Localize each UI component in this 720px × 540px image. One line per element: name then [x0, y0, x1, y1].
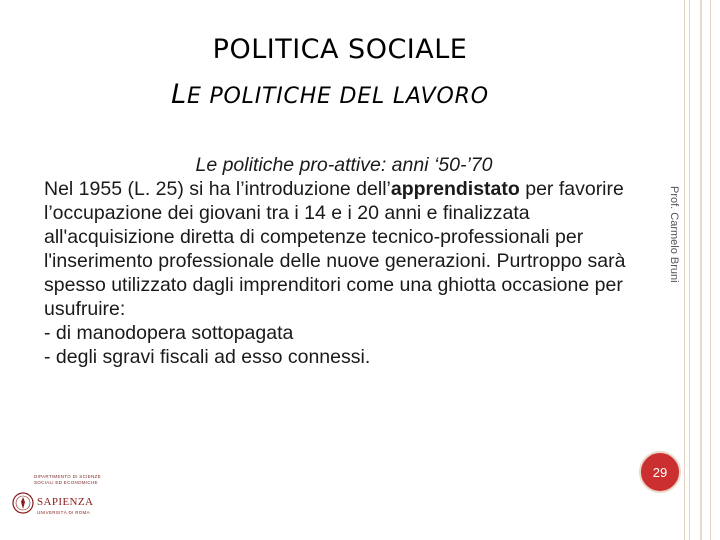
- author-side-label: Prof. Carmelo Bruni: [668, 186, 680, 283]
- slide-subtitle: [60, 79, 600, 110]
- border-stripe: [700, 0, 702, 540]
- border-stripe: [710, 0, 711, 540]
- department-logo-text: DIPARTIMENTO DI SCIENZE SOCIALI ED ECONOMICHE: [34, 474, 101, 485]
- paragraph-bold-term: apprendistato: [390, 178, 520, 200]
- paragraph-start: Nel 1955 (L. 25) si ha l’introduzione dell’: [44, 178, 391, 200]
- subtitle-rest: E POLITICHE DEL LAVORO: [187, 84, 489, 109]
- university-seal-icon: [12, 492, 34, 514]
- slide-title: POLITICA SOCIALE: [212, 34, 468, 65]
- body-paragraph: [44, 177, 644, 321]
- university-name: SAPIENZA: [37, 496, 94, 508]
- body-text: [44, 153, 644, 369]
- section-heading: Le politiche pro-attive: anni ‘50-’70: [195, 154, 493, 176]
- page-number-badge: 29: [639, 451, 681, 493]
- list-item: - degli sgravi fiscali ad esso connessi.: [44, 346, 371, 368]
- paragraph-end: per favorire l’occupazione dei giovani tra i 14 e i 20 anni e finalizzata all'acquisizione diretta di competenze tecnico-professionali per l'inserimento professionale delle nuove generazioni. Purtroppo sarà spesso utilizzato dagli imprenditori come una ghiotta occasione per usufruire:: [44, 178, 626, 320]
- university-subtitle: UNIVERSITÀ DI ROMA: [37, 510, 90, 515]
- border-stripe: [684, 0, 685, 540]
- footer-logos: [10, 466, 120, 532]
- border-stripe: [689, 0, 690, 540]
- list-item: - di manodopera sottopagata: [44, 322, 294, 344]
- subtitle-initial: L: [171, 79, 187, 110]
